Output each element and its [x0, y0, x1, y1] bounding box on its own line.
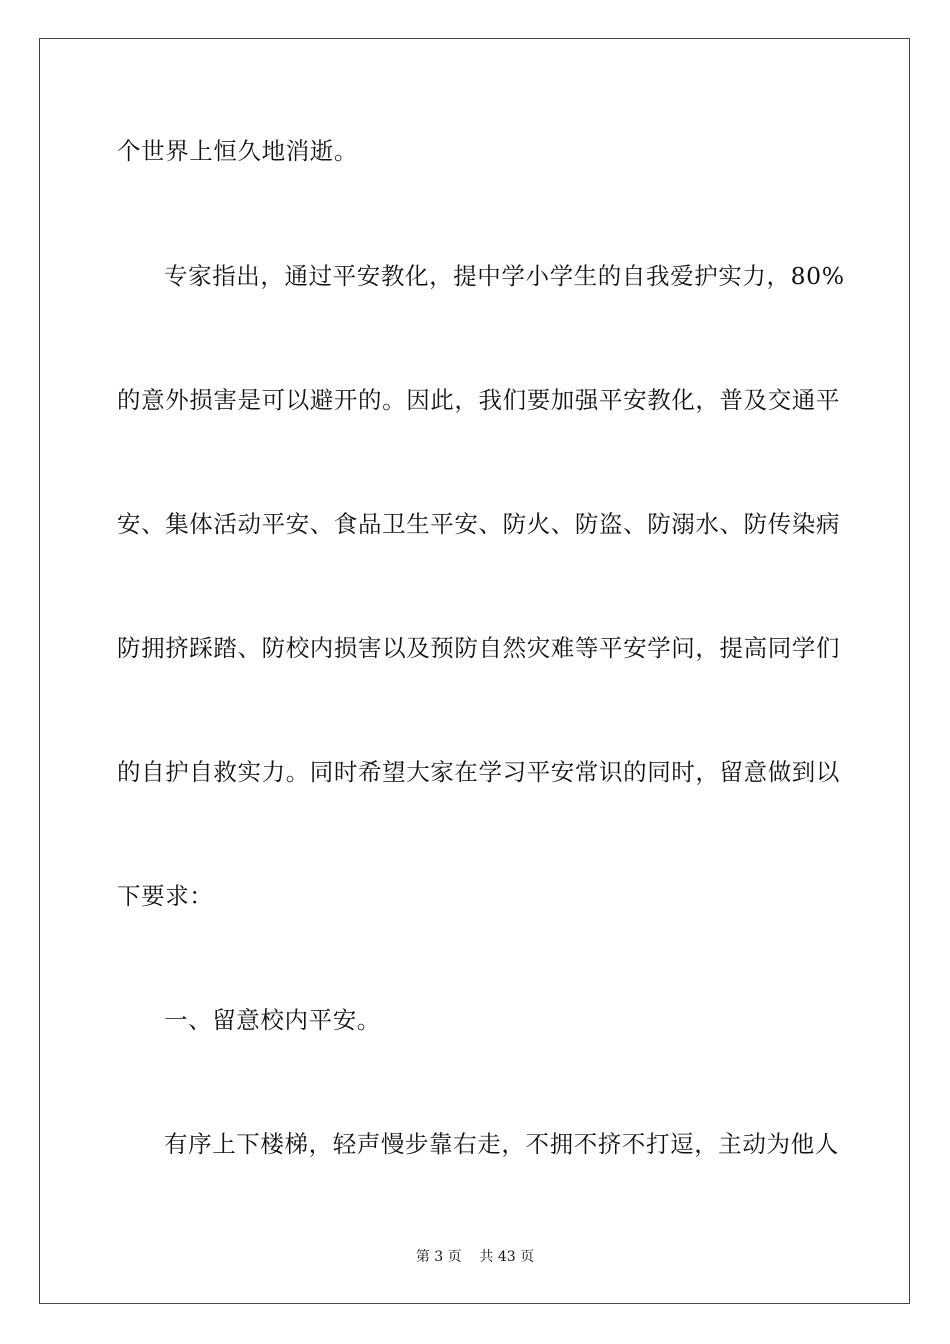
- section-heading: 一、留意校内平安。: [164, 1006, 381, 1034]
- paragraph-line-7: 下要求：: [117, 882, 214, 910]
- page-number-footer: 第 3 页 共 43 页: [415, 1249, 535, 1265]
- paragraph-line-4: 安、集体活动平安、食品卫生平安、防火、防盗、防溺水、防传染病: [117, 510, 840, 538]
- paragraph-line-1: 个世界上恒久地消逝。: [117, 137, 358, 165]
- paragraph-line-6: 的自护自救实力。同时希望大家在学习平安常识的同时，留意做到以: [117, 758, 840, 786]
- paragraph-line-2: 专家指出，通过平安教化，提中学小学生的自我爱护实力，80%: [164, 262, 845, 290]
- paragraph-line-9: 有序上下楼梯，轻声慢步靠右走，不拥不挤不打逗，主动为他人: [164, 1130, 839, 1158]
- paragraph-line-3: 的意外损害是可以避开的。因此，我们要加强平安教化，普及交通平: [117, 386, 840, 414]
- paragraph-line-5: 防拥挤踩踏、防校内损害以及预防自然灾难等平安学问，提高同学们: [117, 634, 840, 662]
- page-border: [39, 38, 910, 1304]
